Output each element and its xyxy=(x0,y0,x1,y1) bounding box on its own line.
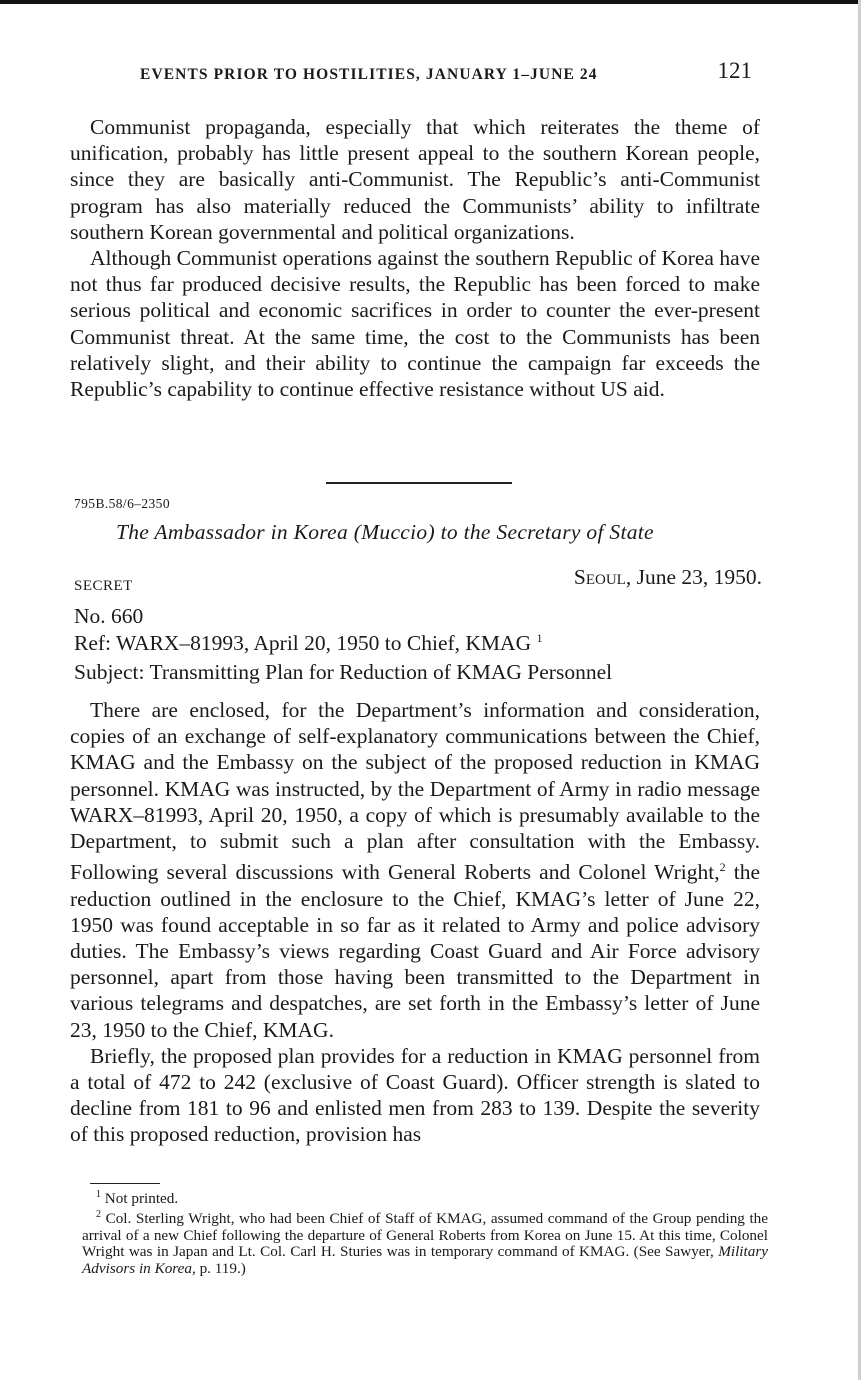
subject-line xyxy=(74,660,612,685)
dateline-date: June 23, 1950. xyxy=(636,565,762,589)
dateline xyxy=(574,565,762,590)
footnote-2 xyxy=(82,1207,768,1277)
intro-text xyxy=(70,114,760,402)
section-divider xyxy=(326,482,512,484)
running-head: EVENTS PRIOR TO HOSTILITIES, JANUARY 1–JUNE 24 xyxy=(140,66,598,83)
subject-label: Subject: xyxy=(74,660,145,684)
intro-paragraph-1: Communist propaganda, especially that which reiterates the theme of unification, probably has little present appeal to the southern Korean people, since they are basically anti-Communist. The Republic’s anti-Communist program has also materially reduced the Communists’ ability to infiltrate southern Korean governmental and political organizations. xyxy=(70,115,760,244)
reference-text: WARX–81993, April 20, 1950 to Chief, KMAG xyxy=(116,631,532,656)
page-number: 121 xyxy=(717,58,752,83)
page-top-border xyxy=(0,0,861,4)
document-title: The Ambassador in Korea (Muccio) to the Secretary of State xyxy=(116,520,654,544)
footnote-2-end: , p. 119.) xyxy=(191,1259,246,1277)
letter-paragraph-1-part-a: There are enclosed, for the Department’s information and consideration, copies of an exchange of self-explanatory communications between the Chief, KMAG and the Embassy on the subject of the proposed reduction in KMAG personnel. KMAG was instructed, by the Department of Army in radio message WARX–81993, April 20, 1950, a copy of which is presumably available to the Department, to submit such a plan after consultation with the Embassy. Following several discussions with General Roberts and Colonel Wright, xyxy=(70,698,760,885)
letter-paragraph-2: Briefly, the proposed plan provides for a reduction in KMAG personnel from a total of 472 to 242 (exclusive of Coast Guard). Officer strength is slated to decline from 181 to 96 and enlisted men from 283 to 139. Despite the severity of this proposed reduction, provision has xyxy=(70,1043,760,1147)
section-divider-block xyxy=(74,482,764,511)
footnote-1 xyxy=(82,1187,768,1207)
footnote-2-text: Col. Sterling Wright, who had been Chief of Staff of KMAG, assumed command of the Group pending the arrival of a new Chief following the departure of General Roberts from Korea on June 15. At this time, Colonel Wright was in Japan and Lt. Col. Carl H. Sturies was in temporary command of KMAG. (See Sawyer, xyxy=(82,1210,769,1261)
reference-footnote-mark: 1 xyxy=(536,631,543,645)
footnote-2-book-title: Military Advisors in Korea xyxy=(82,1243,768,1277)
footnote-1-text: Not printed. xyxy=(104,1190,179,1208)
footnote-rule xyxy=(90,1183,160,1184)
letter-paragraph-1-part-b: the reduction outlined in the enclosure to the Chief, KMAG’s letter of June 22, 1950 was found acceptable in so far as it related to Army and police advisory duties. The Embassy’s views regarding Coast Guard and Air Force advisory personnel, apart from those having been transmitted to the Department in various telegrams and despatches, are set forth in the Embassy’s letter of June 23, 1950 to the Chief, KMAG. xyxy=(70,860,760,1042)
footnote-2-mark: 2 xyxy=(719,860,726,875)
intro-paragraph-2: Although Communist operations against the southern Republic of Korea have not thus far produced decisive results, the Republic has been forced to make serious political and economic sacrifices in order to counter the ever-present Communist threat. At the same time, the cost to the Communists has been relatively slight, and their ability to continue the campaign far exceeds the Republic’s capability to continue effective resistance without US aid. xyxy=(70,246,760,402)
reference-label: Ref: xyxy=(74,631,112,656)
footnotes xyxy=(82,1187,768,1277)
file-number: 795B.58/6–2350 xyxy=(74,496,170,511)
document-number: No. 660 xyxy=(74,604,144,628)
subject-text: Transmitting Plan for Reduction of KMAG Personnel xyxy=(149,660,613,684)
page-header xyxy=(140,58,760,92)
classification-label: SECRET xyxy=(74,578,133,594)
letter-body xyxy=(70,697,760,1148)
dateline-place: Seoul, xyxy=(573,565,632,589)
letter-paragraph-1 xyxy=(70,697,760,1043)
footnote-1-number: 1 xyxy=(96,1189,101,1200)
reference-line xyxy=(74,631,542,656)
footnote-2-number: 2 xyxy=(96,1209,101,1221)
